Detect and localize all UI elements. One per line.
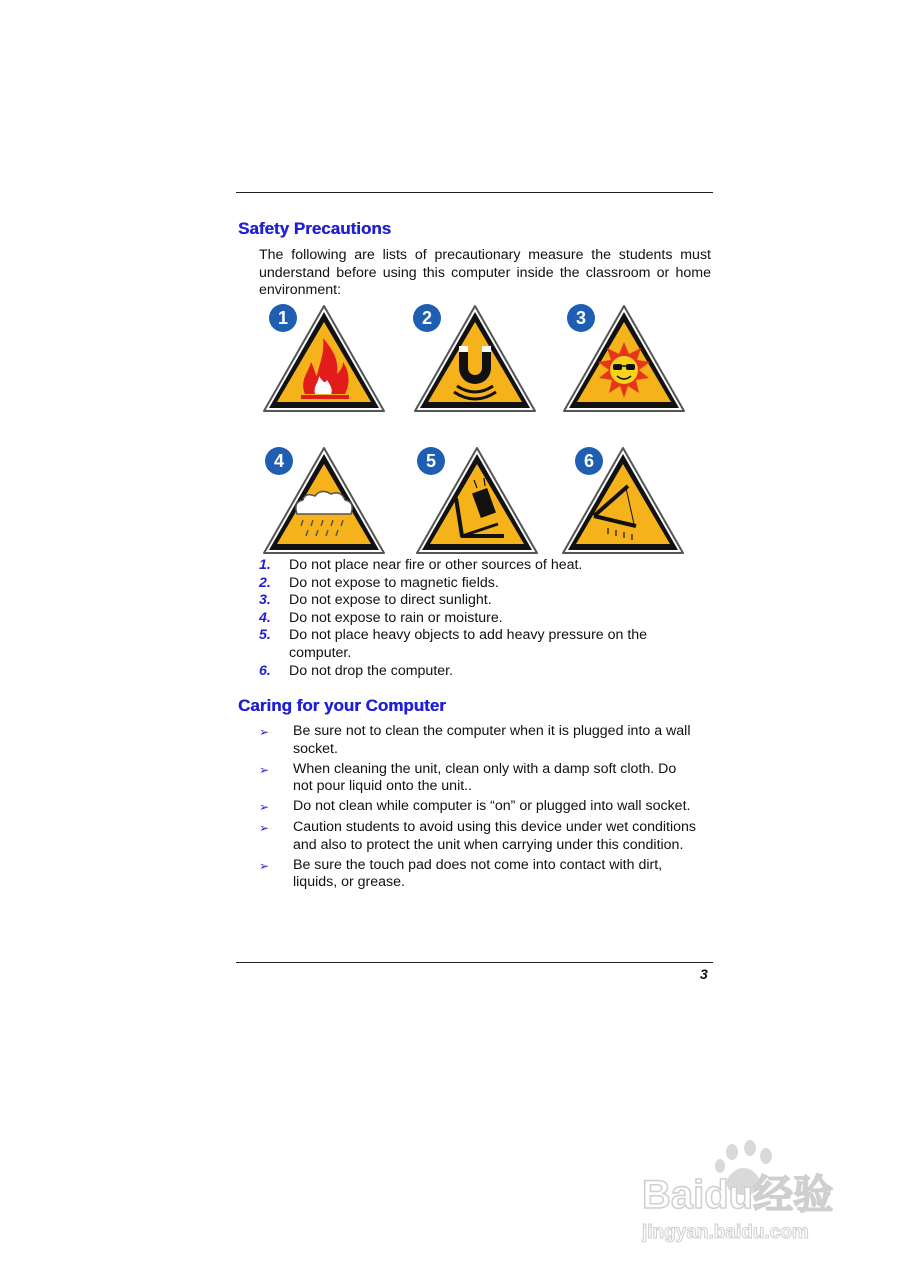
list-item bbox=[259, 761, 699, 796]
list-text: Caution students to avoid using this device under wet conditions and also to protect the unit when carrying under this condition. bbox=[293, 819, 697, 853]
list-item bbox=[259, 627, 689, 662]
badge-number: 3 bbox=[575, 308, 587, 328]
list-text: Do not expose to magnetic fields. bbox=[289, 574, 499, 591]
badge-5-icon bbox=[417, 447, 445, 475]
list-item bbox=[259, 857, 699, 892]
list-number: 3. bbox=[259, 592, 271, 609]
page-number: 3 bbox=[700, 966, 708, 982]
list-item bbox=[259, 592, 689, 610]
list-text: Do not drop the computer. bbox=[289, 662, 454, 679]
badge-number: 5 bbox=[425, 451, 437, 471]
badge-4-icon bbox=[265, 447, 293, 475]
warning-sign-2 bbox=[410, 298, 540, 416]
list-number: 4. bbox=[259, 609, 271, 626]
warning-sign-3 bbox=[559, 298, 689, 416]
badge-2-icon bbox=[413, 304, 441, 332]
list-text: Do not expose to direct sunlight. bbox=[289, 592, 492, 609]
badge-number: 4 bbox=[273, 451, 285, 471]
list-item bbox=[259, 819, 699, 854]
warning-sign-6 bbox=[558, 440, 688, 558]
list-number: 6. bbox=[259, 662, 271, 679]
warning-sign-4 bbox=[259, 440, 389, 558]
baidu-watermark bbox=[640, 1140, 855, 1250]
badge-number: 6 bbox=[583, 451, 595, 471]
list-text: Be sure not to clean the computer when it is plugged into a wall socket. bbox=[293, 723, 691, 757]
list-item bbox=[259, 663, 689, 681]
list-text: When cleaning the unit, clean only with a damp soft cloth. Do not pour liquid onto the unit.. bbox=[293, 760, 677, 795]
arrow-bullet-icon: ➢ bbox=[259, 762, 270, 777]
watermark-url: jingyan.baidu.com bbox=[642, 1222, 809, 1243]
arrow-bullet-icon: ➢ bbox=[259, 725, 270, 739]
list-number: 2. bbox=[259, 574, 271, 591]
badge-6-icon bbox=[575, 447, 603, 475]
safety-precautions-heading: Safety Precautions bbox=[238, 219, 392, 238]
header-rule bbox=[236, 192, 713, 193]
list-item bbox=[259, 557, 689, 575]
safety-precautions-list bbox=[259, 557, 689, 680]
list-text: Do not place heavy objects to add heavy pressure on the computer. bbox=[289, 627, 648, 661]
baidu-logo-icon bbox=[640, 1140, 855, 1250]
caring-for-computer-heading: Caring for your Computer bbox=[238, 696, 446, 715]
badge-number: 1 bbox=[277, 308, 289, 328]
warning-sign-5 bbox=[412, 440, 542, 558]
list-text: Do not expose to rain or moisture. bbox=[289, 609, 503, 626]
footer-rule bbox=[236, 962, 713, 963]
watermark-brand: Baidu经验 bbox=[642, 1173, 834, 1217]
warning-sign-1 bbox=[259, 298, 389, 416]
list-text: Do not place near fire or other sources of heat. bbox=[289, 557, 583, 573]
arrow-bullet-icon: ➢ bbox=[259, 821, 270, 836]
list-item bbox=[259, 798, 699, 817]
list-item bbox=[259, 610, 689, 628]
list-text: Do not clean while computer is “on” or plugged into wall socket. bbox=[293, 798, 691, 815]
badge-1-icon bbox=[269, 304, 297, 332]
badge-3-icon bbox=[567, 304, 595, 332]
safety-intro-paragraph: The following are lists of precautionary measure the students must understand before using this computer inside the classroom or home environment: bbox=[259, 247, 711, 299]
arrow-bullet-icon: ➢ bbox=[259, 858, 270, 873]
list-text: Be sure the touch pad does not come into contact with dirt, liquids, or grease. bbox=[293, 856, 663, 891]
list-number: 5. bbox=[259, 627, 271, 644]
caring-bullet-list bbox=[259, 723, 699, 894]
list-item bbox=[259, 575, 689, 593]
arrow-bullet-icon: ➢ bbox=[259, 800, 270, 815]
badge-number: 2 bbox=[421, 308, 433, 328]
list-item bbox=[259, 723, 699, 758]
list-number: 1. bbox=[259, 557, 271, 573]
